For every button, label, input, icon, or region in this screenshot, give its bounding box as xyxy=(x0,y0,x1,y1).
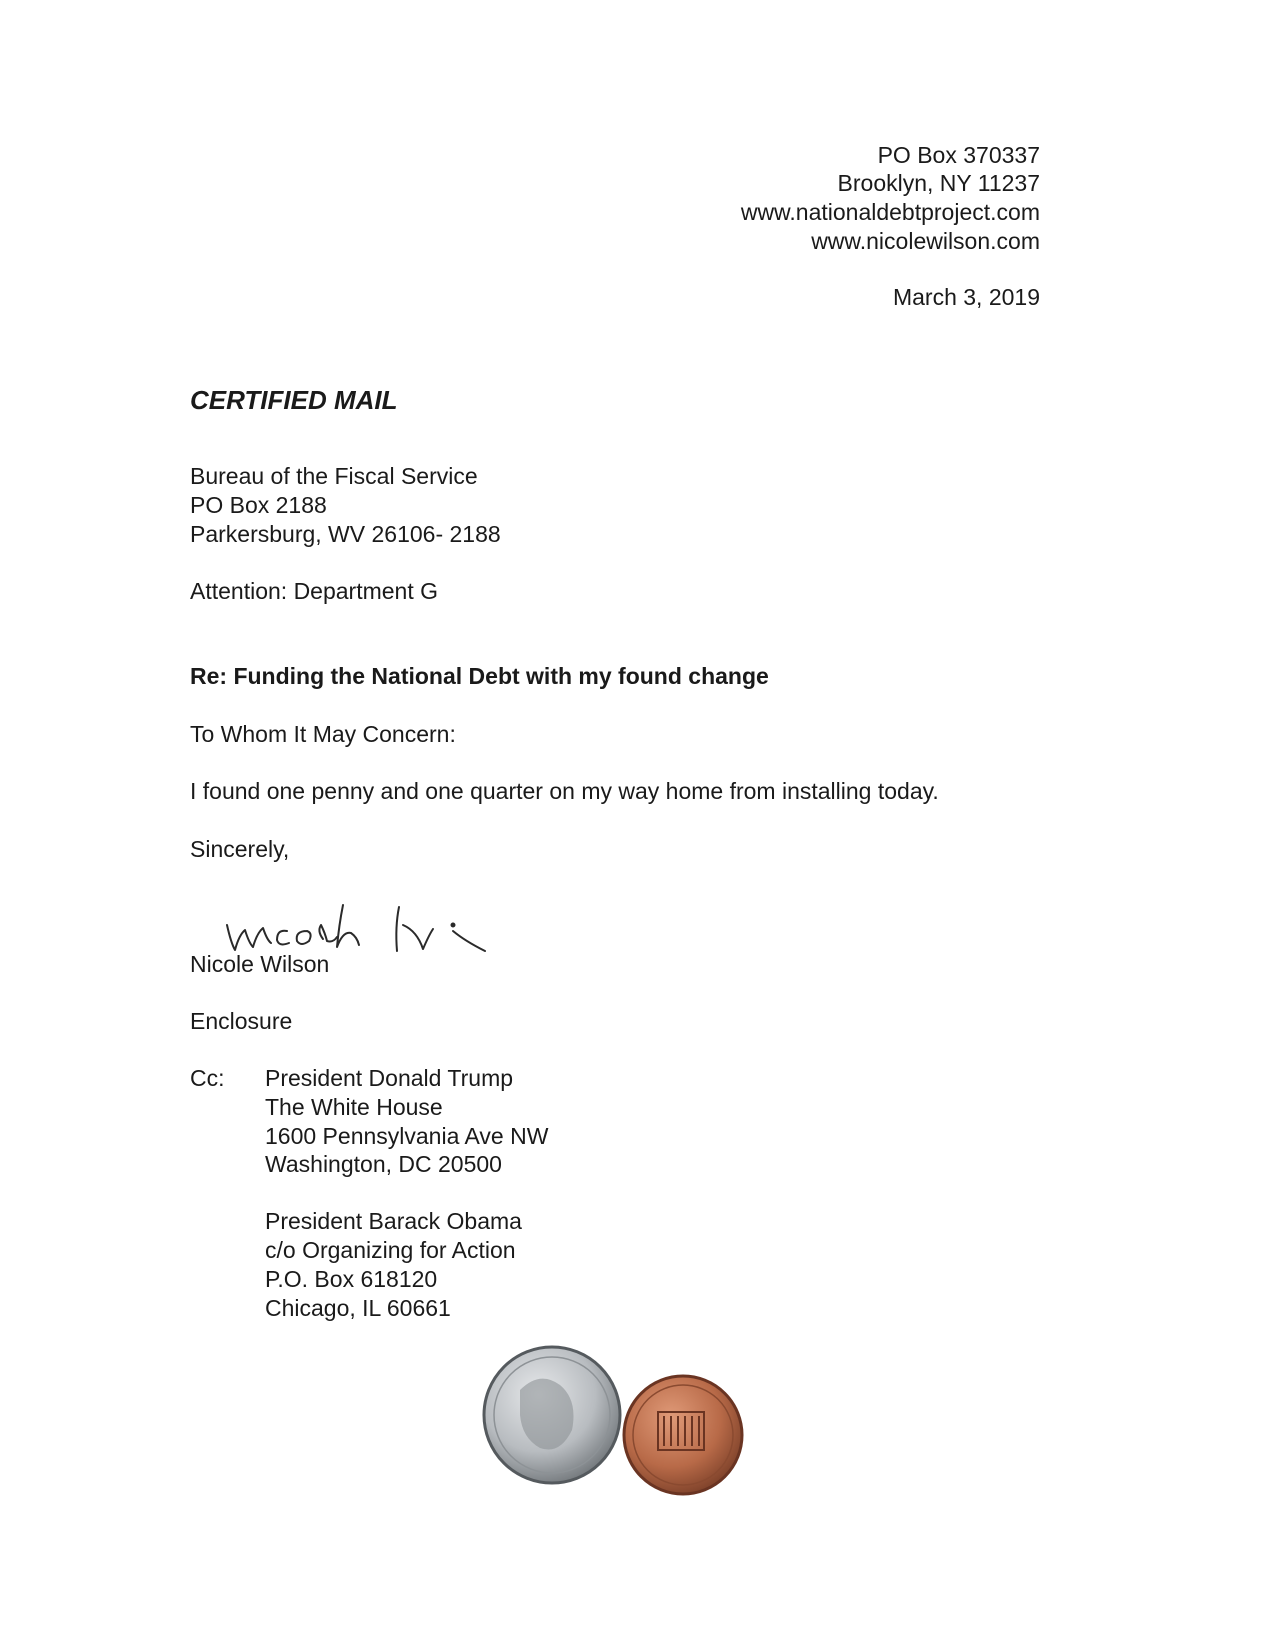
recipient-name: Bureau of the Fiscal Service xyxy=(190,463,478,489)
cc-2-line-2: c/o Organizing for Action xyxy=(265,1237,516,1263)
sender-website-1: www.nationaldebtproject.com xyxy=(740,199,1040,225)
salutation: To Whom It May Concern: xyxy=(190,721,456,747)
enclosed-coins xyxy=(480,1330,780,1530)
subject-line: Re: Funding the National Debt with my found change xyxy=(190,663,769,689)
recipient-city-line: Parkersburg, WV 26106- 2188 xyxy=(190,521,501,547)
sender-po-box: PO Box 370337 xyxy=(877,142,1040,168)
cc-1-line-4: Washington, DC 20500 xyxy=(265,1151,502,1177)
closing: Sincerely, xyxy=(190,836,290,862)
attention-line: Attention: Department G xyxy=(190,578,439,604)
cc-1-line-3: 1600 Pennsylvania Ave NW xyxy=(265,1123,549,1149)
cc-2-line-1: President Barack Obama xyxy=(265,1208,522,1234)
cc-1-line-2: The White House xyxy=(265,1094,443,1120)
quarter-coin xyxy=(484,1347,620,1483)
cc-2-line-3: P.O. Box 618120 xyxy=(265,1266,438,1292)
penny-coin xyxy=(624,1376,742,1494)
signer-name: Nicole Wilson xyxy=(190,951,330,977)
cc-1-line-1: President Donald Trump xyxy=(265,1065,514,1091)
sender-city-line: Brooklyn, NY 11237 xyxy=(837,170,1040,196)
enclosure-line: Enclosure xyxy=(190,1008,293,1034)
cc-label: Cc: xyxy=(190,1065,225,1091)
recipient-po-box: PO Box 2188 xyxy=(190,492,327,518)
certified-mail-heading: CERTIFIED MAIL xyxy=(190,385,398,415)
sender-website-2: www.nicolewilson.com xyxy=(811,228,1040,254)
letter-body: I found one penny and one quarter on my way home from installing today. xyxy=(190,778,939,804)
letter-date: March 3, 2019 xyxy=(892,284,1040,310)
cc-2-line-4: Chicago, IL 60661 xyxy=(265,1295,451,1321)
